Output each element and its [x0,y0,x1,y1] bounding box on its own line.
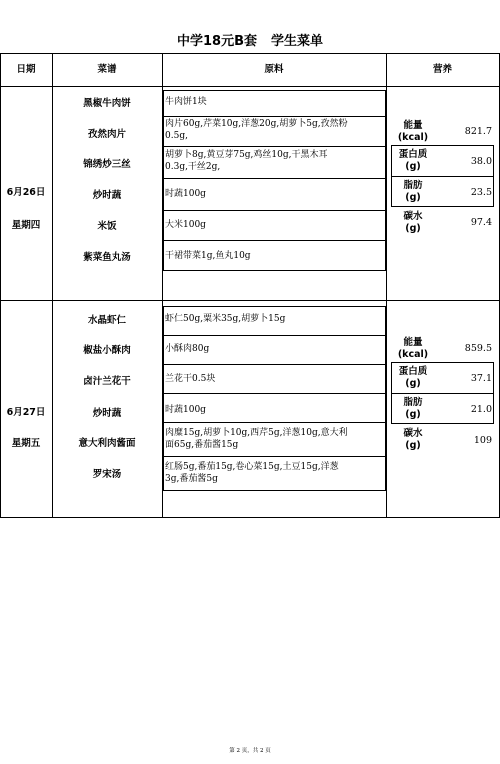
nutrition-row-border [391,393,493,394]
dish-name: 炒时蔬 [92,190,122,201]
ingredient-cell: 小酥肉80g [165,344,210,354]
ingredient-cell: 时蔬100g [165,189,206,199]
header-bottom-border [0,86,500,87]
ingredient-row-border [163,364,385,365]
page-title [0,30,500,49]
ingredient-row-border [163,270,385,271]
ingredient-cell: 干裙带菜1g,鱼丸10g [165,251,251,261]
table-bottom-border [0,517,500,518]
ingredient-row-border [163,240,385,241]
ingredient-cell: 红肠5g,番茄15g,卷心菜15g,土豆15g,洋葱 3g,番茄酱5g [165,462,339,484]
day-date: 6月26日 [6,187,46,198]
nutrition-label-fat: 脂肪 (g) [403,180,423,203]
ingredient-cell: 时蔬100g [165,405,206,415]
nutrition-row-border [391,145,493,146]
title-set-name: 中学18元B套 [176,34,257,49]
header-ingredients: 原料 [264,64,284,75]
nutrition-row-border [391,206,493,207]
nutrition-row-border [391,423,493,424]
ingredient-cell: 胡萝卜8g,黄豆芽75g,鸡丝10g,干黑木耳 0.3g,干丝2g, [165,150,328,172]
nutrition-value-carbs: 109 [473,435,492,446]
ingredient-cell: 大米100g [165,220,206,230]
dish-name: 水晶虾仁 [87,315,126,326]
nutrition-value-energy: 821.7 [464,126,492,137]
col-divider-ingredients [386,53,387,518]
nutrition-row-border [391,362,493,363]
dish-name: 卤汁兰花干 [83,376,131,387]
page-footer: 第 2 页，共 2 页 [229,748,271,754]
ingredient-row-border [163,490,385,491]
nutrition-value-fat: 21.0 [470,404,492,415]
nutrition-label-energy: 能量 (kcal) [397,120,429,143]
nutrition-box-right [493,362,494,424]
nutrition-value-energy: 859.5 [464,343,492,354]
nutrition-value-protein: 38.0 [470,156,492,167]
ingredient-cell: 兰花干0.5块 [165,374,216,384]
title-menu-name: 学生菜单 [270,34,323,49]
nutrition-label-energy: 能量 (kcal) [397,337,429,360]
ingredient-row-border [163,393,385,394]
ingredient-row-border [163,146,385,147]
ingredient-box-right [385,90,386,271]
ingredient-cell: 虾仁50g,粟米35g,胡萝卜15g [165,314,286,324]
header-date: 日期 [16,64,36,75]
dish-name: 炒时蔬 [92,408,122,419]
day-weekday: 星期四 [11,220,41,231]
dish-name: 黑椒牛肉饼 [83,98,131,109]
nutrition-value-fat: 23.5 [470,187,492,198]
header-menu: 菜谱 [97,64,117,75]
ingredient-cell: 肉片60g,芹菜10g,洋葱20g,胡萝卜5g,孜然粉 0.5g, [165,119,348,141]
ingredient-row-border [163,456,385,457]
nutrition-value-carbs: 97.4 [470,217,492,228]
dish-name: 椒盐小酥肉 [83,345,131,356]
ingredient-row-border [163,178,385,179]
nutrition-row-border [391,176,493,177]
ingredient-row-border [163,422,385,423]
nutrition-label-protein: 蛋白质 (g) [398,366,428,389]
ingredient-row-border [163,116,385,117]
day-date: 6月27日 [6,407,46,418]
nutrition-label-carbs: 碳水 (g) [403,211,423,234]
ingredient-box-right [385,306,386,491]
day-weekday: 星期五 [11,438,41,449]
nutrition-value-protein: 37.1 [470,373,492,384]
dish-name: 孜然肉片 [87,129,126,140]
ingredient-cell: 牛肉饼1块 [165,97,207,107]
header-nutrition: 营养 [432,64,452,75]
nutrition-label-carbs: 碳水 (g) [403,428,423,451]
ingredient-cell: 肉糜15g,胡萝卜10g,西芹5g,洋葱10g,意大利 面65g,番茄酱15g [165,428,348,450]
dish-name: 意大利肉酱面 [78,438,136,449]
dish-name: 紫菜鱼丸汤 [83,252,131,263]
day-separator [0,300,500,301]
dish-name: 米饭 [97,221,117,232]
ingredient-row-border [163,335,385,336]
dish-name: 罗宋汤 [92,469,122,480]
dish-name: 锦绣炒三丝 [83,159,131,170]
ingredient-row-border [163,210,385,211]
ingredient-row-border [163,90,385,91]
ingredient-row-border [163,306,385,307]
nutrition-label-protein: 蛋白质 (g) [398,149,428,172]
nutrition-label-fat: 脂肪 (g) [403,397,423,420]
nutrition-box-right [493,145,494,207]
